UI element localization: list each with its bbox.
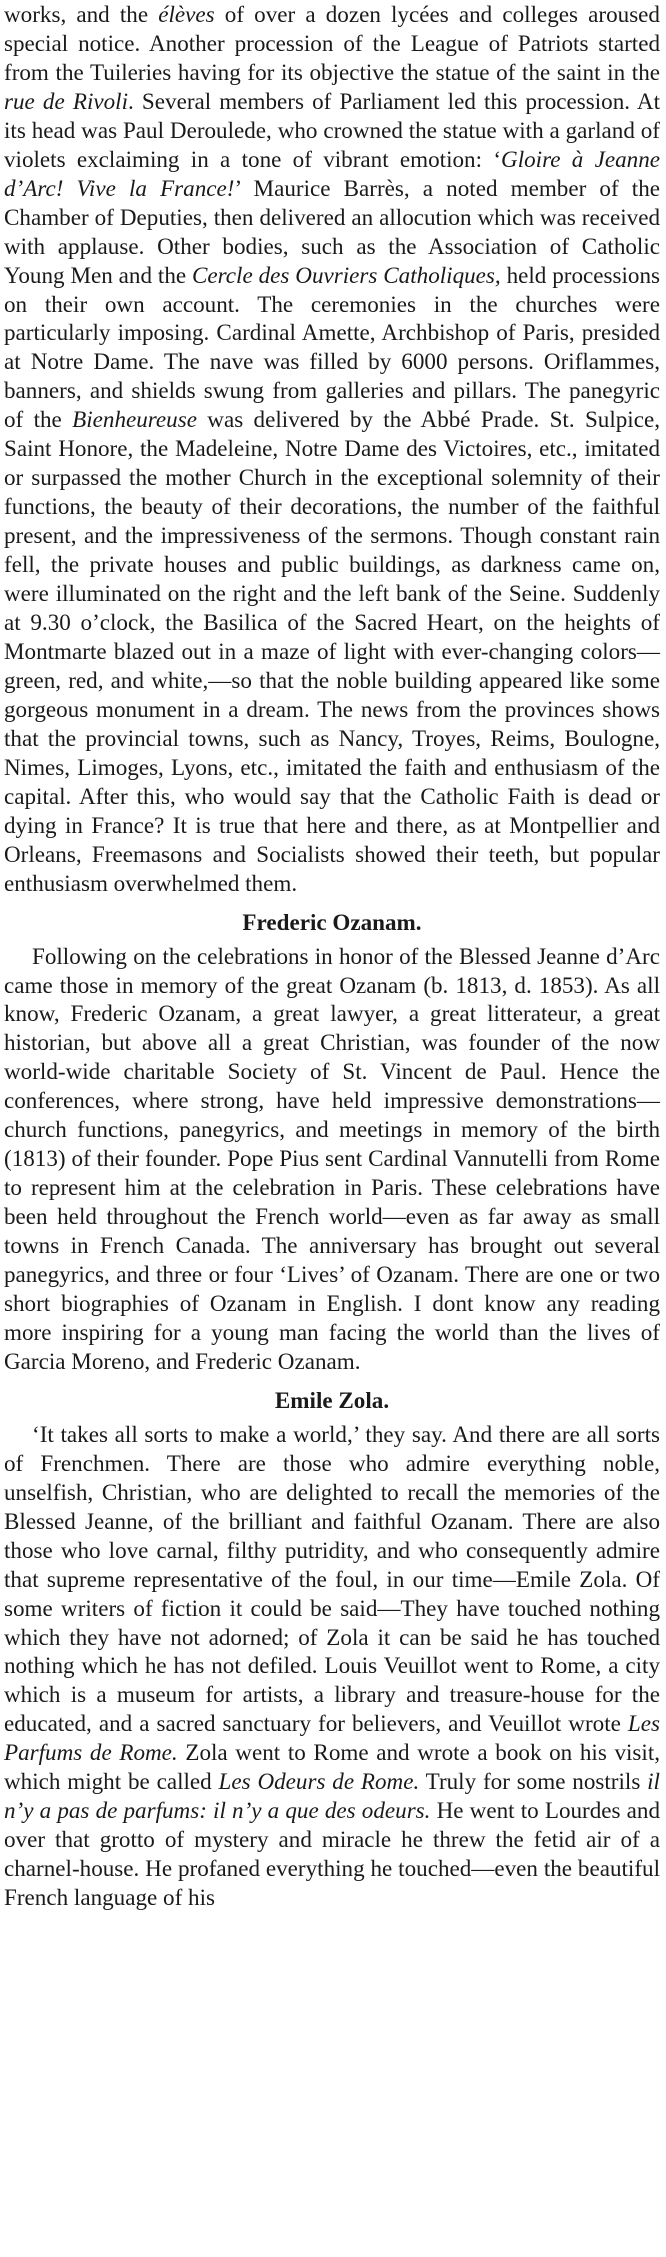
joan-text-5: held processions on their own account. The ceremonies in the churches were particularly imposing. Cardinal Amette, Archbishop of Paris, presided at Notre Dame. The nave was filled by 6000 persons. Oriflammes, banners, and shields swung from galleries and pillars. The panegyric of the xyxy=(4,261,660,433)
joan-text-6: was delivered by the Abbé Prade. St. Sulpice, Saint Honore, the Madeleine, Notre Dame des Victoires, etc., imitated or surpassed the mother Church in the exceptional solemnity of their functions, the beauty of their decorations, the number of the faithful present, and the impressiveness of the sermons. Though constant rain fell, the private houses and public buildings, as darkness came on, were illuminated on the right and the left bank of the Seine. Suddenly at 9.30 o’clock, the Basilica of the Sacred Heart, on the heights of Montmarte blazed out in a maze of light with ever-changing colors—green, red, and white,—so that the noble building appeared like some gorgeous monument in a dream. The news from the provinces shows that the provincial towns, such as Nancy, Troyes, Reims, Boulogne, Nimes, Limoges, Lyons, etc., imitated the faith and enthusiasm of the capital. After this, who would say that the Catholic Faith is dead or dying in France? It is true that here and there, as at Montpellier and Orleans, Freemasons and Socialists showed their teeth, but popular enthusiasm overwhelmed them. xyxy=(4,406,660,896)
ozanam-paragraph: Following on the celebrations in honor of the Blessed Jeanne d’Arc came those in memory of the great Ozanam (b. 1813, d. 1853). As all know, Frederic Ozanam, a great lawyer, a great litterateur, a great historian, but above all a great Christian, was founder of the now world-wide charitable Society of St. Vincent de Paul. Hence the conferences, where strong, have held impressive demonstrations—church functions, panegyrics, and meetings in memory of the birth (1813) of their founder. Pope Pius sent Cardinal Vannutelli from Rome to represent him at the celebration in Paris. These celebrations have been held throughout the French world—even as far away as small towns in French Canada. The anniversary has brought out several panegyrics, and three or four ‘Lives’ of Ozanam. There are one or two short biographies of Ozanam in English. I dont know any reading more inspiring for a young man facing the world than the lives of Garcia Moreno, and Frederic Ozanam. xyxy=(4,942,660,1374)
zola-text-4: He went to Lourdes and over that grotto of mystery and miracle he threw the fetid air of a charnel-house. He profaned everything he touched—even the beautiful French language of his xyxy=(4,1797,661,1911)
joan-text-1: works, and the xyxy=(4,1,159,27)
ozanam-heading: Frederic Ozanam. xyxy=(242,908,422,935)
zola-text-1: ‘It takes all sorts to make a world,’ they say. And there are all sorts of Frenchmen. There are those who admire everything noble, unselfish, Christian, who are delighted to recall the memories of the Blessed Jeanne, of the brilliant and faithful Ozanam. There are also those who love carnal, filthy putridity, and who consequently admire that supreme representative of the foul, in our time—Emile Zola. Of some writers of fiction it could be said—They have touched nothing which they have not adorned; of Zola it can be said he has touched nothing which he has not defiled. Louis Veuillot went to Rome, a city which is a museum for artists, a library and treasure-house for the educated, and a sacred sanctuary for believers, and Veuillot wrote xyxy=(4,1420,660,1737)
joan-celebrations-paragraph xyxy=(4,0,660,898)
zola-heading: Emile Zola. xyxy=(274,1386,390,1413)
parfums-de-rome-italic: Les Parfums de Rome. xyxy=(4,1710,660,1766)
joan-text-4: ’ Maurice Barrès, a noted member of the Chamber of Deputies, then delivered an allocution which was received with applause. Other bodies, such as the Association of Catholic Young Men and the xyxy=(4,174,660,288)
bienheureuse-italic: Bienheureuse xyxy=(72,406,197,433)
joan-text-3: . Several members of Parliament led this procession. At its head was Paul Deroulede, who crowned the statue with a garland of violets exclaiming in a tone of vibrant emotion: ‘ xyxy=(4,87,660,172)
rue-de-rivoli-italic: rue de Rivoli xyxy=(4,87,129,114)
cercle-italic: Cercle des Ouvriers Catholiques, xyxy=(192,261,501,288)
gloire-quote-italic: Gloire à Jeanne d’Arc! Vive la France! xyxy=(4,145,660,201)
zola-text-3: Truly for some nostrils xyxy=(419,1768,648,1795)
zola-text-2: Zola went to Rome and wrote a book on his visit, which might be called xyxy=(4,1739,661,1795)
odeurs-de-rome-italic: Les Odeurs de Rome. xyxy=(218,1768,420,1795)
il-ny-a-pas-italic: il n’y a pas de parfums: il n’y a que des odeurs. xyxy=(4,1768,660,1824)
eleves-italic: élèves xyxy=(158,1,215,27)
joan-text-2: of over a dozen lycées and colleges aroused special notice. Another procession of the League of Patriots started from the Tuileries having for its objective the statue of the saint in the xyxy=(4,1,660,85)
zola-paragraph xyxy=(4,1420,660,1912)
